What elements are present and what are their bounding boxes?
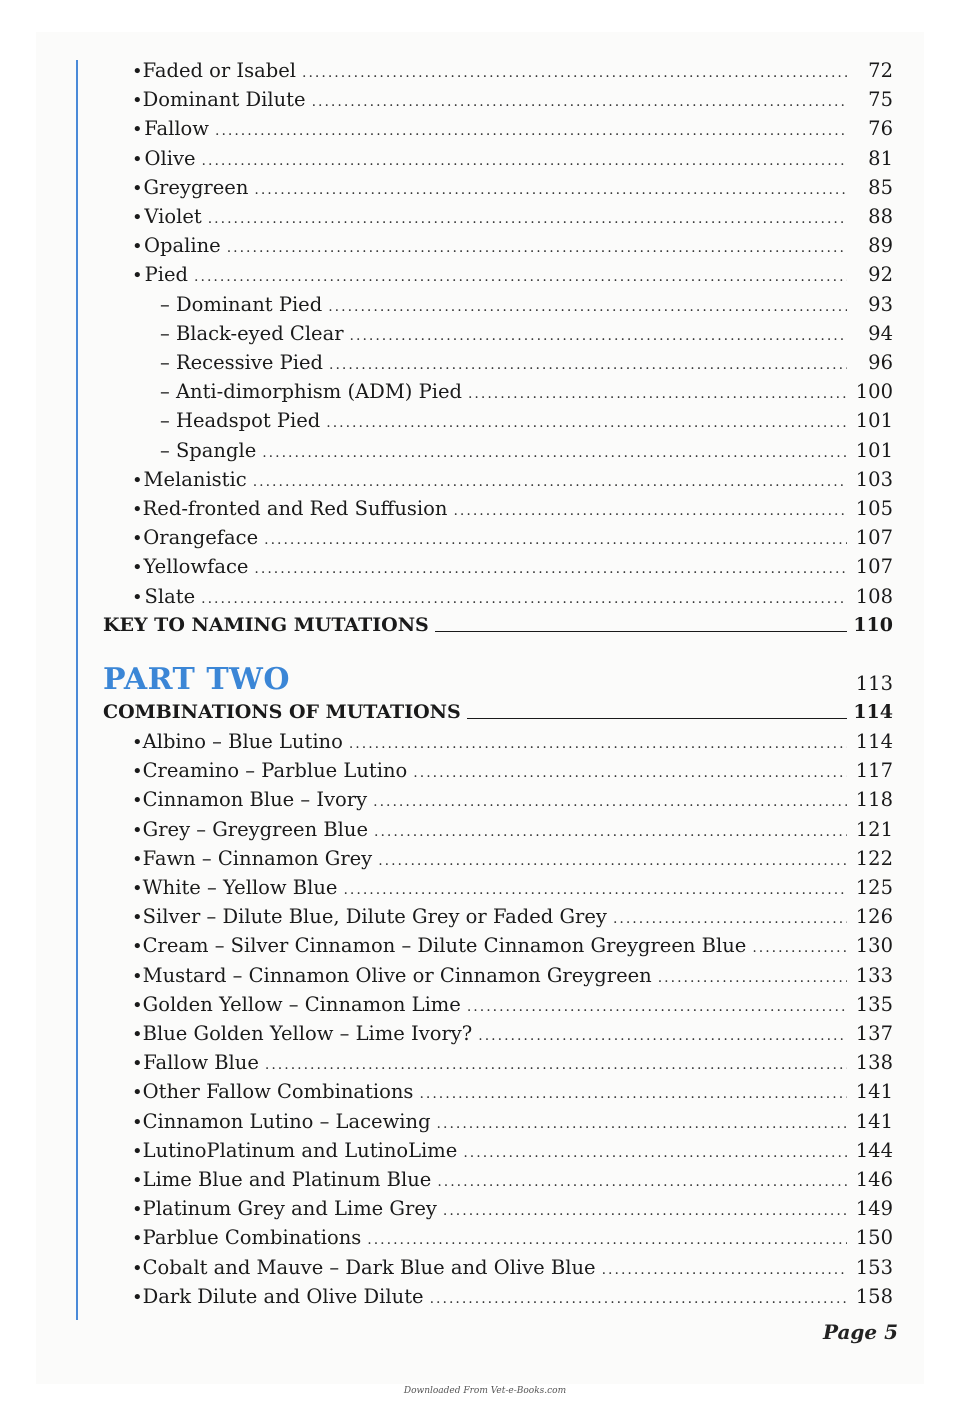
bullet-icon: •	[132, 790, 143, 812]
dot-leader	[453, 497, 847, 526]
toc-entry	[132, 1019, 893, 1048]
toc-entry-label: Orangeface	[143, 526, 259, 550]
toc-entry-label: Albino – Blue Lutino	[142, 730, 343, 753]
toc-entry	[132, 1282, 893, 1311]
toc-entry	[160, 348, 893, 377]
toc-entry-label: Golden Yellow – Cinnamon Lime	[142, 992, 461, 1016]
toc-entry-page: 107	[855, 555, 893, 579]
dot-leader	[201, 585, 847, 614]
toc-entry-label: Violet	[144, 205, 202, 228]
bullet-icon: •	[132, 90, 143, 112]
toc-entry-label: Silver – Dilute Blue, Dilute Grey or Faded Grey	[142, 905, 607, 929]
dot-leader	[367, 1226, 847, 1255]
dot-leader	[430, 1285, 847, 1314]
watermark-text: Downloaded From Vet-e-Books.com	[403, 1386, 567, 1396]
bullet-icon: •	[132, 761, 143, 783]
toc-entry-page: 158	[855, 1284, 893, 1308]
dot-leader	[752, 934, 847, 963]
toc-entry-page: 96	[868, 351, 893, 374]
dot-leader	[374, 818, 847, 847]
bullet-icon: •	[132, 469, 143, 491]
dot-leader	[302, 59, 847, 88]
bullet-icon: •	[132, 907, 143, 929]
toc-entry-page: 75	[868, 88, 893, 112]
toc-entry-label: Parblue Combinations	[142, 1226, 362, 1250]
toc-entry	[132, 231, 893, 260]
toc-entry-label: – Black-eyed Clear	[160, 321, 344, 345]
dot-leader	[329, 351, 847, 380]
toc-entry-label: – Anti-dimorphism (ADM) Pied	[160, 380, 462, 404]
toc-entry-page: 93	[868, 292, 893, 316]
toc-entry-label: Pied	[144, 263, 189, 287]
toc-entry-page: 153	[855, 1255, 893, 1279]
dot-leader	[373, 788, 847, 817]
dot-leader	[326, 409, 847, 438]
toc-entry-label: Opaline	[144, 234, 221, 258]
toc-entry-label: – Spangle	[160, 438, 257, 462]
toc-entry	[132, 465, 893, 494]
toc-entry-page: 101	[855, 409, 893, 433]
toc-entry	[132, 902, 893, 931]
bullet-icon: •	[132, 994, 143, 1016]
toc-entry-page: 76	[868, 117, 893, 141]
toc-entry-page: 137	[855, 1022, 893, 1045]
toc-entry-page: 103	[855, 467, 893, 491]
bullet-icon: •	[132, 586, 143, 608]
toc-entry-page: 121	[855, 817, 893, 841]
dot-leader	[443, 1197, 847, 1226]
toc-entry-page: 114	[855, 730, 893, 753]
dot-leader	[227, 234, 847, 263]
toc-entry-label: Grey – Greygreen Blue	[142, 817, 368, 841]
toc-entry	[160, 406, 893, 435]
toc-entry-label: Fawn – Cinnamon Grey	[142, 846, 373, 870]
dot-leader	[437, 1110, 847, 1139]
toc-entry	[132, 1194, 893, 1223]
toc-entry	[132, 1107, 893, 1136]
toc-entry-label: KEY TO NAMING MUTATIONS	[103, 613, 429, 636]
toc-entry-label: COMBINATIONS OF MUTATIONS	[103, 701, 461, 723]
dot-leader	[602, 1256, 847, 1285]
bullet-icon: •	[132, 1140, 143, 1162]
toc-entry-page: 146	[855, 1168, 893, 1191]
bullet-icon: •	[132, 499, 143, 520]
toc-entry-label: Lime Blue and Platinum Blue	[142, 1168, 432, 1191]
toc-entry-label: White – Yellow Blue	[142, 876, 338, 899]
toc-entry-page: 141	[855, 1109, 893, 1133]
dot-leader	[254, 555, 847, 584]
bullet-icon: •	[132, 1111, 143, 1133]
bullet-icon: •	[132, 1082, 143, 1104]
dot-leader	[413, 759, 847, 788]
dot-leader	[467, 993, 847, 1022]
dot-leader	[262, 439, 847, 468]
toc-entry-page: 94	[868, 321, 893, 345]
toc-entry-label: Blue Golden Yellow – Lime Ivory?	[142, 1022, 473, 1045]
toc-entry	[160, 377, 893, 406]
toc-entry-page: 81	[868, 146, 893, 170]
dot-leader	[613, 905, 847, 934]
dot-leader	[378, 847, 847, 876]
toc-entry	[132, 1165, 893, 1194]
toc-entry	[132, 756, 893, 785]
bullet-icon: •	[132, 119, 143, 141]
bullet-icon: •	[132, 236, 143, 258]
bullet-icon: •	[132, 557, 143, 579]
toc-entry-page: 114	[853, 701, 893, 723]
toc-entry-page: 144	[855, 1138, 893, 1162]
dot-leader	[312, 88, 847, 117]
toc-entry-label: Creamino – Parblue Lutino	[142, 759, 408, 783]
toc-entry-page: 105	[855, 497, 893, 520]
bullet-icon: •	[132, 1170, 143, 1191]
bullet-icon: •	[132, 528, 143, 550]
dot-leader	[478, 1022, 847, 1051]
toc-entry-label: Fallow Blue	[143, 1051, 259, 1075]
toc-entry	[132, 582, 893, 611]
bullet-icon: •	[132, 61, 143, 82]
dot-leader	[264, 526, 847, 555]
bullet-icon: •	[132, 848, 143, 870]
dot-leader	[202, 147, 847, 176]
page-number: Page 5	[822, 1320, 898, 1344]
toc-entry-label: Cream – Silver Cinnamon – Dilute Cinnamon Greygreen Blue	[142, 934, 747, 958]
toc-entry	[132, 260, 893, 289]
bullet-icon: •	[132, 265, 143, 287]
bullet-icon: •	[132, 207, 143, 228]
toc-entry-page: 118	[855, 788, 893, 812]
dot-leader	[328, 293, 847, 322]
toc-entry-page: 107	[855, 526, 893, 550]
toc-entry-label: LutinoPlatinum and LutinoLime	[142, 1138, 458, 1162]
toc-entry	[132, 1077, 893, 1106]
toc-entry-page: 117	[855, 759, 893, 783]
toc-entry	[132, 844, 893, 873]
toc-entry-label: Other Fallow Combinations	[142, 1080, 414, 1104]
toc-heading-row	[103, 698, 893, 727]
toc-entry	[132, 873, 893, 902]
bullet-icon: •	[132, 878, 143, 899]
toc-entry-page: 72	[868, 59, 893, 82]
bullet-icon: •	[132, 1024, 143, 1045]
dot-leader	[468, 380, 847, 409]
toc-entry-page: 135	[855, 992, 893, 1016]
dot-leader	[350, 322, 847, 351]
toc-entry-label: Olive	[144, 146, 196, 170]
toc-entry-label: – Headspot Pied	[160, 409, 321, 433]
toc-entry-label: Dominant Dilute	[142, 88, 306, 112]
bullet-icon: •	[132, 965, 143, 987]
bullet-icon: •	[132, 1286, 143, 1308]
toc-entry	[132, 1223, 893, 1252]
toc-entry-label: Yellowface	[143, 555, 249, 579]
dot-leader	[658, 964, 847, 993]
toc-entry	[132, 961, 893, 990]
toc-entry	[132, 1048, 893, 1077]
toc-entry	[132, 173, 893, 202]
dot-leader	[349, 730, 847, 759]
toc-entry-page: 89	[868, 234, 893, 258]
toc-entry-page: 138	[855, 1051, 893, 1075]
toc-entry	[132, 56, 893, 85]
toc-entry-page: 149	[855, 1197, 893, 1221]
toc-entry	[132, 202, 893, 231]
dot-leader	[215, 117, 847, 146]
toc-entry-page: 101	[855, 438, 893, 462]
toc-entry-page: 85	[868, 175, 893, 199]
toc-entry	[160, 290, 893, 319]
toc-entry-page: 108	[855, 584, 893, 608]
toc-entry	[160, 436, 893, 465]
dot-leader	[208, 205, 847, 234]
toc-entry	[132, 85, 893, 114]
toc-entry-label: Greygreen	[143, 175, 249, 199]
toc-entry-page: 100	[855, 380, 893, 404]
toc-entry	[160, 319, 893, 348]
bullet-icon: •	[132, 1053, 143, 1075]
toc-entry	[132, 931, 893, 960]
dot-leader	[253, 468, 847, 497]
bullet-icon: •	[132, 819, 143, 841]
bullet-icon: •	[132, 1257, 143, 1279]
bullet-icon: •	[132, 177, 143, 199]
toc-entry-label: Faded or Isabel	[142, 59, 297, 82]
toc-entry	[132, 727, 893, 756]
toc-entry-page: 126	[855, 905, 893, 929]
toc-entry	[132, 990, 893, 1019]
toc-entry-page: 113	[855, 672, 893, 695]
toc-entry-page: 141	[855, 1080, 893, 1104]
toc-heading-row	[103, 611, 893, 640]
toc-entry	[132, 114, 893, 143]
dot-leader	[343, 876, 847, 905]
margin-rule	[76, 60, 78, 1320]
toc-entry-label: Cobalt and Mauve – Dark Blue and Olive Blue	[142, 1255, 596, 1279]
part-two-title: PART TWO	[103, 662, 290, 697]
toc-entry	[132, 144, 893, 173]
toc-entry-page: 133	[855, 963, 893, 987]
toc-entry-page: 125	[855, 876, 893, 899]
bullet-icon: •	[132, 936, 143, 958]
toc-entry-page: 122	[855, 846, 893, 870]
toc-entry	[132, 494, 893, 523]
dot-leader	[265, 1051, 847, 1080]
toc-entry	[132, 1136, 893, 1165]
toc-entry	[132, 552, 893, 581]
dot-leader	[419, 1080, 847, 1109]
toc-entry	[132, 815, 893, 844]
bullet-icon: •	[132, 732, 143, 753]
toc-entry-label: Cinnamon Blue – Ivory	[142, 788, 368, 812]
dot-leader	[194, 263, 847, 292]
toc-entry-page: 110	[853, 613, 893, 636]
toc-entry-label: Melanistic	[143, 467, 247, 491]
toc-entry-page: 150	[855, 1226, 893, 1250]
toc-entry-label: Fallow	[144, 117, 209, 141]
dot-leader	[437, 1168, 847, 1197]
heading-rule	[435, 611, 847, 632]
toc-entry-label: – Dominant Pied	[160, 292, 323, 316]
toc-entry-label: – Recessive Pied	[160, 351, 324, 374]
toc-entry-label: Slate	[144, 584, 196, 608]
bullet-icon: •	[132, 1199, 143, 1221]
toc-entry-page: 88	[868, 205, 893, 228]
dot-leader	[463, 1139, 847, 1168]
heading-rule	[467, 698, 847, 719]
toc-entry-page: 92	[868, 263, 893, 287]
toc-entry-label: Cinnamon Lutino – Lacewing	[142, 1109, 431, 1133]
toc-entry-label: Dark Dilute and Olive Dilute	[142, 1284, 424, 1308]
bullet-icon: •	[132, 1228, 143, 1250]
toc-entry	[132, 1253, 893, 1282]
bullet-icon: •	[132, 148, 143, 170]
toc-entry-page: 130	[855, 934, 893, 958]
toc-entry	[132, 785, 893, 814]
toc-entry-label: Mustard – Cinnamon Olive or Cinnamon Greygreen	[142, 963, 652, 987]
dot-leader	[254, 176, 847, 205]
toc-entry	[132, 523, 893, 552]
toc-entry-label: Platinum Grey and Lime Grey	[142, 1197, 437, 1221]
toc-entry-label: Red-fronted and Red Suffusion	[142, 497, 448, 520]
